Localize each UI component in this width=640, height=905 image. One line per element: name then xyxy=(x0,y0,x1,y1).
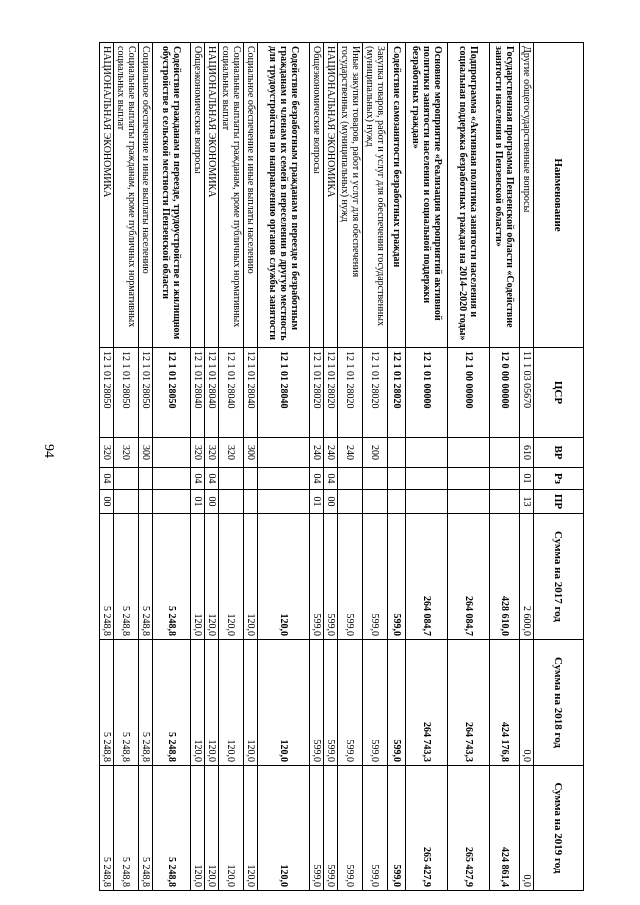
table-row xyxy=(258,43,310,891)
cell-sum-2018: 424 176,8 xyxy=(490,640,520,766)
cell-name: Содействие безработным гражданам в переезде и безработным гражданам и членам их семей в переселении в другую местность для трудоустройства по направлению органов службы занятости xyxy=(258,43,310,348)
cell-sum-2018: 599,0 xyxy=(338,640,363,766)
cell-csr: 12 1 01 28050 xyxy=(100,348,114,438)
cell-sum-2019: 599,0 xyxy=(363,766,388,891)
cell-csr: 12 1 01 28040 xyxy=(244,348,258,438)
header-sum-2019: Сумма на 2019 год xyxy=(534,766,584,891)
cell-sum-2019: 5 248,8 xyxy=(114,766,139,891)
cell-rz xyxy=(219,468,244,490)
cell-pr: 13 xyxy=(520,490,534,514)
cell-rz: 04 xyxy=(100,468,114,490)
cell-vr: 240 xyxy=(338,438,363,468)
cell-sum-2017: 120,0 xyxy=(244,514,258,640)
cell-csr: 12 1 01 28040 xyxy=(191,348,205,438)
cell-vr: 240 xyxy=(324,438,338,468)
cell-csr: 12 1 01 28050 xyxy=(139,348,153,438)
cell-csr: 12 1 01 28040 xyxy=(219,348,244,438)
cell-csr: 12 1 01 28040 xyxy=(258,348,310,438)
cell-sum-2017: 5 248,8 xyxy=(114,514,139,640)
cell-csr: 11 1 03 05670 xyxy=(520,348,534,438)
table-row xyxy=(363,43,388,891)
cell-sum-2018: 599,0 xyxy=(324,640,338,766)
table-row xyxy=(388,43,406,891)
header-sum-2017: Сумма на 2017 год xyxy=(534,514,584,640)
table-row xyxy=(191,43,205,891)
cell-rz xyxy=(244,468,258,490)
cell-sum-2017: 120,0 xyxy=(258,514,310,640)
cell-sum-2017: 120,0 xyxy=(191,514,205,640)
cell-vr: 320 xyxy=(100,438,114,468)
table-row xyxy=(153,43,191,891)
cell-pr: 01 xyxy=(191,490,205,514)
cell-vr xyxy=(490,438,520,468)
cell-vr: 610 xyxy=(520,438,534,468)
cell-rz: 04 xyxy=(205,468,219,490)
cell-vr xyxy=(153,438,191,468)
cell-sum-2017: 5 248,8 xyxy=(153,514,191,640)
cell-csr: 12 1 01 28050 xyxy=(114,348,139,438)
cell-sum-2019: 424 861,4 xyxy=(490,766,520,891)
cell-sum-2019: 120,0 xyxy=(219,766,244,891)
table-row xyxy=(205,43,219,891)
cell-sum-2019: 5 248,8 xyxy=(100,766,114,891)
table-row xyxy=(520,43,534,891)
cell-pr: 00 xyxy=(100,490,114,514)
cell-csr: 12 1 01 28020 xyxy=(363,348,388,438)
cell-csr: 12 1 01 28020 xyxy=(310,348,324,438)
header-row xyxy=(534,43,584,891)
cell-sum-2018: 120,0 xyxy=(205,640,219,766)
table-row xyxy=(114,43,139,891)
cell-name: Другие общегосударственные вопросы xyxy=(520,43,534,348)
cell-sum-2018: 5 248,8 xyxy=(139,640,153,766)
cell-csr: 12 1 01 28020 xyxy=(338,348,363,438)
cell-csr: 12 1 01 28020 xyxy=(388,348,406,438)
cell-pr: 01 xyxy=(310,490,324,514)
cell-sum-2018: 120,0 xyxy=(258,640,310,766)
cell-sum-2019: 5 248,8 xyxy=(139,766,153,891)
cell-sum-2019: 120,0 xyxy=(205,766,219,891)
cell-csr: 12 1 01 28050 xyxy=(153,348,191,438)
cell-csr: 12 1 01 28020 xyxy=(324,348,338,438)
cell-rz xyxy=(114,468,139,490)
cell-sum-2019: 265 427,9 xyxy=(448,766,490,891)
cell-sum-2017: 264 084,7 xyxy=(448,514,490,640)
cell-name: Общеэкономические вопросы xyxy=(310,43,324,348)
cell-sum-2017: 599,0 xyxy=(338,514,363,640)
cell-sum-2018: 5 248,8 xyxy=(100,640,114,766)
cell-pr xyxy=(114,490,139,514)
cell-name: Социальные выплаты гражданам, кроме публичных нормативных социальных выплат xyxy=(219,43,244,348)
cell-rz xyxy=(490,468,520,490)
cell-sum-2018: 599,0 xyxy=(363,640,388,766)
cell-sum-2019: 120,0 xyxy=(191,766,205,891)
cell-pr xyxy=(490,490,520,514)
cell-name: Закупка товаров, работ и услуг для обеспечения государственных (муниципальных) нужд xyxy=(363,43,388,348)
cell-vr xyxy=(258,438,310,468)
table-row xyxy=(310,43,324,891)
cell-name: Содействие гражданам в переезде, трудоустройстве и жилищном обустройстве в сельской местности Пензенской области xyxy=(153,43,191,348)
table-row xyxy=(244,43,258,891)
cell-rz: 01 xyxy=(520,468,534,490)
cell-vr: 320 xyxy=(191,438,205,468)
header-csr: ЦСР xyxy=(534,348,584,438)
cell-sum-2017: 120,0 xyxy=(219,514,244,640)
cell-pr xyxy=(244,490,258,514)
cell-sum-2018: 120,0 xyxy=(191,640,205,766)
cell-pr: 00 xyxy=(324,490,338,514)
cell-sum-2019: 265 427,9 xyxy=(406,766,448,891)
table-row xyxy=(338,43,363,891)
cell-vr xyxy=(406,438,448,468)
cell-sum-2017: 5 248,8 xyxy=(139,514,153,640)
cell-csr: 12 1 01 00000 xyxy=(406,348,448,438)
cell-vr: 200 xyxy=(363,438,388,468)
cell-sum-2017: 120,0 xyxy=(205,514,219,640)
cell-name: НАЦИОНАЛЬНАЯ ЭКОНОМИКА xyxy=(205,43,219,348)
cell-vr: 320 xyxy=(219,438,244,468)
cell-name: НАЦИОНАЛЬНАЯ ЭКОНОМИКА xyxy=(324,43,338,348)
cell-pr xyxy=(363,490,388,514)
cell-rz xyxy=(258,468,310,490)
cell-pr xyxy=(219,490,244,514)
cell-rz: 04 xyxy=(324,468,338,490)
cell-sum-2018: 120,0 xyxy=(219,640,244,766)
cell-name: Социальные выплаты гражданам, кроме публичных нормативных социальных выплат xyxy=(114,43,139,348)
cell-pr xyxy=(388,490,406,514)
page-number: 94 xyxy=(41,444,56,458)
cell-sum-2017: 599,0 xyxy=(388,514,406,640)
cell-sum-2019: 120,0 xyxy=(258,766,310,891)
cell-pr xyxy=(153,490,191,514)
cell-pr xyxy=(406,490,448,514)
cell-sum-2018: 599,0 xyxy=(388,640,406,766)
table-row xyxy=(219,43,244,891)
rotated-table-container xyxy=(64,42,584,890)
table-row xyxy=(406,43,448,891)
cell-sum-2018: 5 248,8 xyxy=(114,640,139,766)
cell-pr xyxy=(448,490,490,514)
cell-rz xyxy=(139,468,153,490)
cell-vr: 300 xyxy=(139,438,153,468)
cell-pr xyxy=(338,490,363,514)
cell-sum-2018: 264 743,3 xyxy=(448,640,490,766)
cell-rz: 04 xyxy=(191,468,205,490)
cell-sum-2017: 599,0 xyxy=(363,514,388,640)
header-sum-2018: Сумма на 2018 год xyxy=(534,640,584,766)
cell-csr: 12 1 00 00000 xyxy=(448,348,490,438)
cell-rz: 04 xyxy=(310,468,324,490)
cell-vr xyxy=(388,438,406,468)
header-rz: Рз xyxy=(534,468,584,490)
cell-rz xyxy=(406,468,448,490)
budget-table xyxy=(99,42,584,891)
cell-name: Подпрограмма «Активная политика занятости населения и социальная поддержка безработных граждан на 2014–2020 годы» xyxy=(448,43,490,348)
table-row xyxy=(139,43,153,891)
header-vr: ВР xyxy=(534,438,584,468)
table-row xyxy=(490,43,520,891)
cell-sum-2017: 264 084,7 xyxy=(406,514,448,640)
cell-rz xyxy=(448,468,490,490)
cell-rz xyxy=(363,468,388,490)
cell-sum-2019: 0,0 xyxy=(520,766,534,891)
cell-csr: 12 1 01 28040 xyxy=(205,348,219,438)
cell-vr: 300 xyxy=(244,438,258,468)
cell-sum-2017: 599,0 xyxy=(310,514,324,640)
cell-name: Основное мероприятие «Реализация мероприятий активной политики занятости населения и социальной поддержки безработных граждан» xyxy=(406,43,448,348)
cell-sum-2018: 120,0 xyxy=(244,640,258,766)
cell-name: Иные закупки товаров, работ и услуг для обеспечения государственных (муниципальных) нужд xyxy=(338,43,363,348)
header-pr: ПР xyxy=(534,490,584,514)
cell-sum-2018: 599,0 xyxy=(310,640,324,766)
cell-rz xyxy=(153,468,191,490)
cell-sum-2018: 0,0 xyxy=(520,640,534,766)
cell-sum-2018: 264 743,3 xyxy=(406,640,448,766)
table-row xyxy=(324,43,338,891)
cell-pr: 00 xyxy=(205,490,219,514)
cell-pr xyxy=(258,490,310,514)
cell-sum-2017: 5 248,8 xyxy=(100,514,114,640)
cell-sum-2018: 5 248,8 xyxy=(153,640,191,766)
cell-name: Государственная программа Пензенской области «Содействие занятости населения в Пензенской области» xyxy=(490,43,520,348)
cell-name: Общеэкономические вопросы xyxy=(191,43,205,348)
cell-vr xyxy=(448,438,490,468)
cell-name: Содействие самозанятости безработных граждан xyxy=(388,43,406,348)
cell-sum-2019: 5 248,8 xyxy=(153,766,191,891)
cell-name: Социальное обеспечение и иные выплаты населению xyxy=(244,43,258,348)
cell-sum-2019: 599,0 xyxy=(310,766,324,891)
cell-vr: 320 xyxy=(205,438,219,468)
cell-sum-2019: 599,0 xyxy=(324,766,338,891)
cell-sum-2019: 599,0 xyxy=(338,766,363,891)
cell-name: НАЦИОНАЛЬНАЯ ЭКОНОМИКА xyxy=(100,43,114,348)
cell-vr: 320 xyxy=(114,438,139,468)
table-row xyxy=(448,43,490,891)
cell-pr xyxy=(139,490,153,514)
cell-sum-2019: 120,0 xyxy=(244,766,258,891)
cell-sum-2017: 599,0 xyxy=(324,514,338,640)
header-name: Наименование xyxy=(534,43,584,348)
cell-sum-2017: 2 600,0 xyxy=(520,514,534,640)
cell-csr: 12 0 00 00000 xyxy=(490,348,520,438)
table-row xyxy=(100,43,114,891)
cell-sum-2017: 428 610,0 xyxy=(490,514,520,640)
cell-rz xyxy=(388,468,406,490)
cell-vr: 240 xyxy=(310,438,324,468)
cell-name: Социальное обеспечение и иные выплаты населению xyxy=(139,43,153,348)
cell-rz xyxy=(338,468,363,490)
cell-sum-2019: 599,0 xyxy=(388,766,406,891)
